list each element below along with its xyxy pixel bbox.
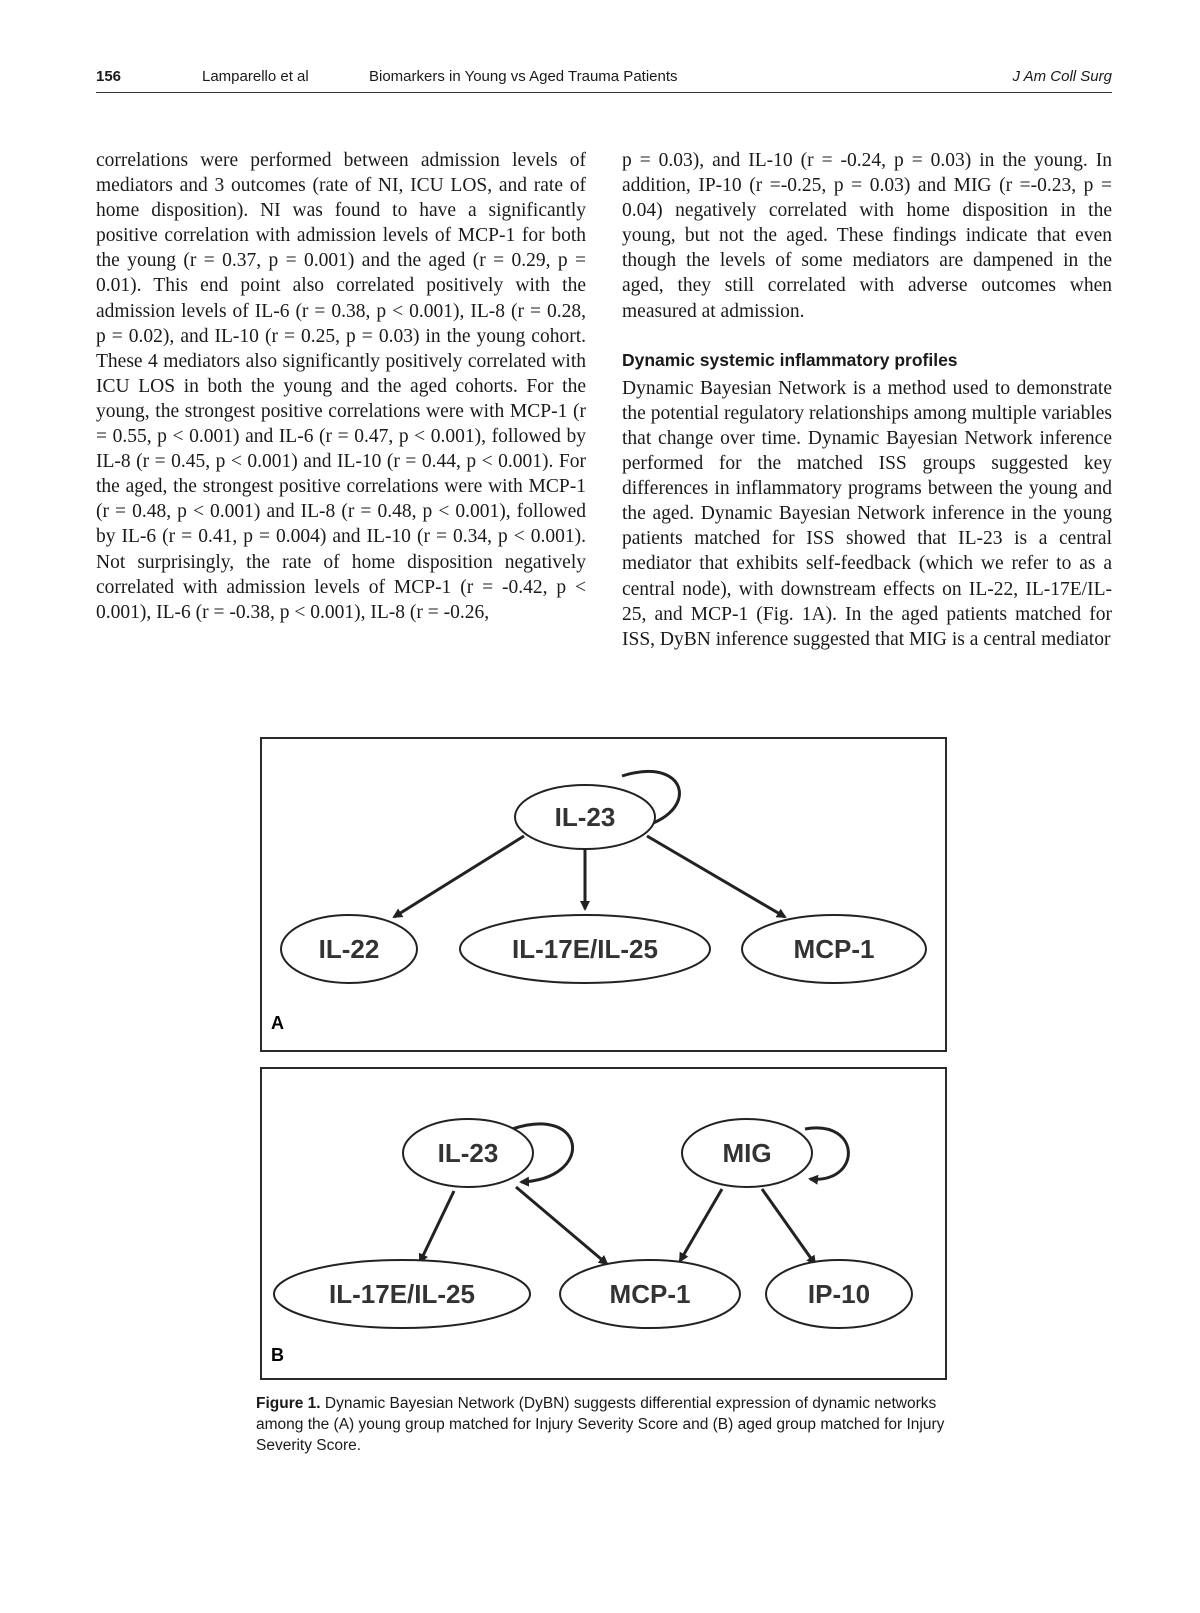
node-label-il17e: IL-17E/IL-25 [512, 934, 658, 964]
panel-letter-b: B [271, 1345, 284, 1365]
edge-il23-il17e [420, 1191, 454, 1262]
right-column [622, 148, 1112, 652]
body-paragraph: Dynamic Bayesian Network is a method used to demonstrate the potential regulatory relationships among multiple variables that change over time. Dynamic Bayesian Network inference performed for the matched ISS groups suggested key differences in inflammatory programs between the young and the aged. Dynamic Bayesian Network inference in the young patients matched for ISS showed that IL-23 is a central mediator that exhibits self-feedback (which we refer to as a central node), with downstream effects on IL-22, IL-17E/IL-25, and MCP-1 (Fig. 1A). In the aged patients matched for ISS, DyBN inference suggested that MIG is a central mediator [622, 377, 1112, 650]
node-label-mcp1: MCP-1 [793, 934, 875, 964]
network-diagram-a [262, 739, 945, 1050]
node-label-il23: IL-23 [437, 1138, 499, 1168]
node-label-il22: IL-22 [318, 934, 380, 964]
caption-text: Dynamic Bayesian Network (DyBN) suggests differential expression of dynamic networks among the (A) young group matched for Injury Severity Score and (B) aged group matched for Injury Severity Score. [256, 1395, 945, 1454]
node-label-mig: MIG [722, 1138, 772, 1168]
body-paragraph: p = 0.03), and IL-10 (r = -0.24, p = 0.03) in the young. In addition, IP-10 (r =-0.25, p = 0.03) and MIG (r =-0.23, p = 0.04) negatively correlated with home disposition in the young, but not the aged. These findings indicate that even though the levels of some mediators are dampened in the aged, they still correlated with adverse outcomes when measured at admission. [622, 150, 1112, 322]
edge-mig-ip10 [762, 1189, 815, 1264]
caption-label: Figure 1. [256, 1395, 321, 1412]
edge-il23-mcp1 [647, 836, 785, 917]
edge-il23-mcp1 [516, 1187, 607, 1264]
panel-letter-a: A [271, 1013, 284, 1033]
left-column [96, 148, 586, 625]
figure-panel-b [260, 1067, 947, 1380]
section-heading: Dynamic systemic inflammatory profiles [622, 349, 958, 370]
running-header [96, 62, 1112, 93]
figure-panel-a [260, 737, 947, 1052]
body-paragraph: correlations were performed between admission levels of mediators and 3 outcomes (rate of NI, ICU LOS, and rate of home disposition). NI was found to have a significantly positive correlation with admission levels of MCP-1 for both the young (r = 0.37, p = 0.001) and the aged (r = 0.29, p = 0.01). This end point also correlated positively with the admission levels of IL-6 (r = 0.38, p < 0.001), IL-8 (r = 0.28, p = 0.02), and IL-10 (r = 0.25, p = 0.03) in the young cohort. These 4 mediators also significantly positively correlated with ICU LOS in both the young and the aged cohorts. For the young, the strongest positive correlations were with MCP-1 (r = 0.55, p < 0.001) and IL-6 (r = 0.47, p < 0.001), followed by IL-8 (r = 0.45, p < 0.001) and IL-10 (r = 0.44, p < 0.001). For the aged, the strongest positive correlations were with MCP-1 (r = 0.48, p < 0.001) and IL-8 (r = 0.48, p < 0.001), followed by IL-6 (r = 0.41, p = 0.004) and IL-10 (r = 0.34, p < 0.001). Not surprisingly, the rate of home disposition negatively correlated with admission levels of MCP-1 (r = -0.42, p < 0.001), IL-6 (r = -0.38, p < 0.001), IL-8 (r = -0.26, [96, 150, 586, 623]
header-journal: J Am Coll Surg [1012, 68, 1112, 85]
node-label-il17e: IL-17E/IL-25 [329, 1279, 475, 1309]
node-label-il23: IL-23 [554, 802, 616, 832]
figure-caption [256, 1393, 956, 1456]
header-authors: Lamparello et al [202, 68, 309, 85]
node-label-mcp1: MCP-1 [609, 1279, 691, 1309]
edge-mig-mcp1 [680, 1189, 722, 1261]
page-number: 156 [96, 68, 122, 85]
node-label-ip10: IP-10 [807, 1279, 871, 1309]
header-running-title: Biomarkers in Young vs Aged Trauma Patients [369, 68, 678, 85]
network-diagram-b [262, 1069, 945, 1378]
edge-il23-il22 [394, 836, 524, 917]
